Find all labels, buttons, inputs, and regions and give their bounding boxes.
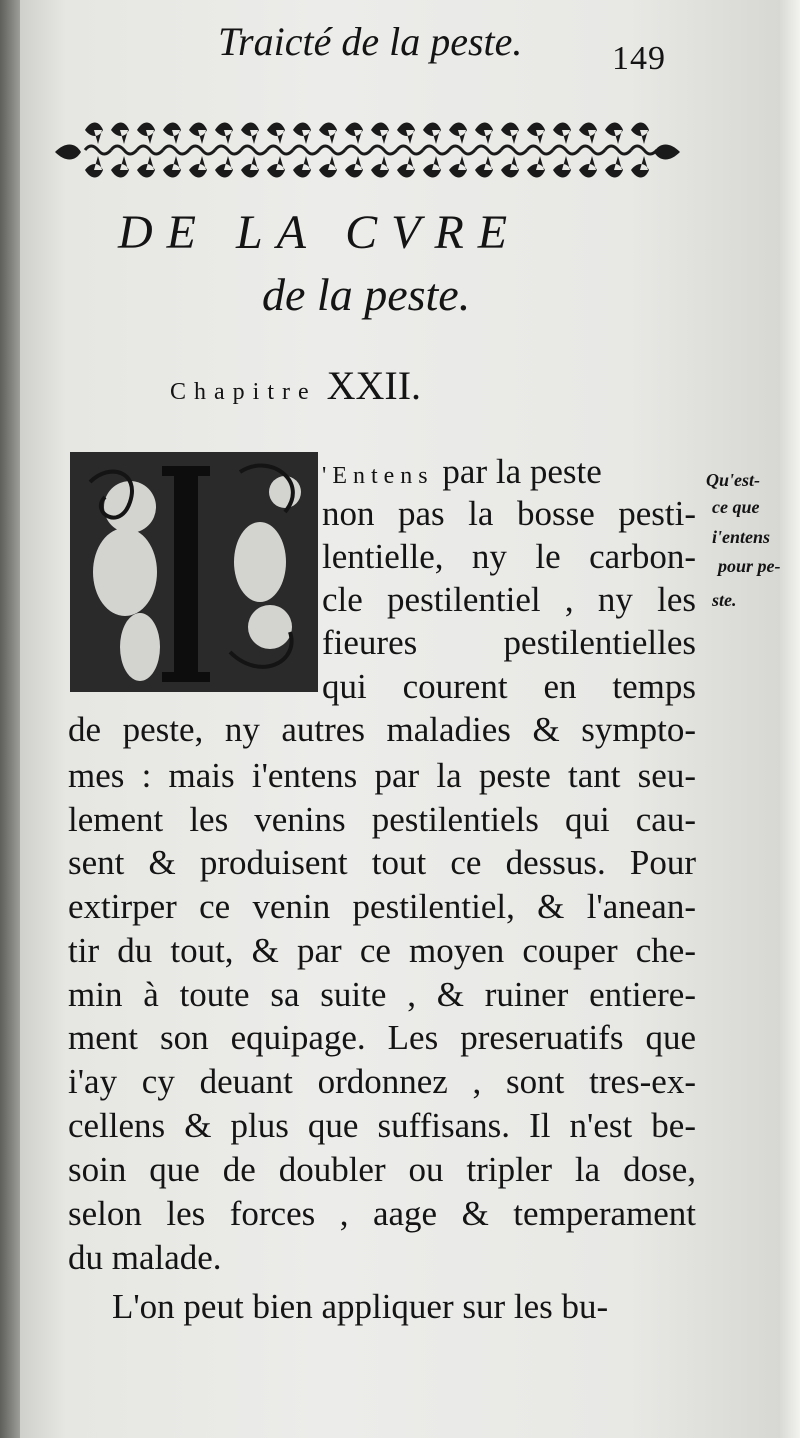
- body-line: min à toute sa suite , & ruiner entiere-: [68, 975, 696, 1014]
- body-line: lement les venins pestilentiels qui cau-: [68, 800, 696, 839]
- body-line: selon les forces , aage & temperament: [68, 1194, 696, 1233]
- body-line: L'on peut bien appliquer sur les bu-: [112, 1287, 609, 1326]
- chapter-heading: [170, 362, 421, 409]
- opening-small-caps: 'Entens: [322, 463, 434, 489]
- chapter-word: Chapitre: [170, 379, 317, 405]
- body-line: cellens & plus que suffisans. Il n'est be-: [68, 1106, 696, 1145]
- chapter-title-line2: de la peste.: [262, 269, 471, 320]
- body-line: cle pestilentiel , ny les: [322, 580, 696, 619]
- running-title: Traicté de la peste.: [218, 19, 523, 64]
- body-line: soin que de doubler ou tripler la dose,: [68, 1150, 696, 1189]
- body-line: du malade.: [68, 1238, 222, 1277]
- marginal-note-line: ce que: [712, 497, 760, 517]
- body-line: fieures pestilentielles: [322, 623, 696, 662]
- body-line: ment son equipage. Les preseruatifs que: [68, 1018, 696, 1057]
- body-line: extirper ce venin pestilentiel, & l'anean-: [68, 887, 696, 926]
- page-edge: [780, 0, 800, 1438]
- marginal-note-line: pour pe-: [718, 556, 781, 576]
- decorated-initial: [70, 452, 318, 692]
- body-line: de peste, ny autres maladies & sympto-: [68, 710, 696, 749]
- marginal-note-line: Qu'est-: [706, 470, 760, 490]
- book-gutter: [0, 0, 20, 1438]
- chapter-numeral: XXII.: [326, 363, 422, 408]
- line-text: par la peste: [433, 452, 602, 491]
- body-line: i'ay cy deuant ordonnez , sont tres-ex-: [68, 1062, 696, 1101]
- body-line: qui courent en temps: [322, 667, 696, 706]
- page-number: 149: [612, 40, 666, 77]
- marginal-note-line: i'entens: [712, 527, 771, 547]
- body-line: tir du tout, & par ce moyen couper che-: [68, 931, 696, 970]
- body-line: [322, 452, 602, 492]
- chapter-title-line1: DE LA CVRE: [118, 206, 522, 259]
- marginal-note-line: ste.: [712, 590, 737, 610]
- headpiece-ornament: [55, 108, 680, 196]
- body-line: lentielle, ny le carbon-: [322, 537, 696, 576]
- drop-cap-letter: I: [186, 602, 187, 603]
- body-line: non pas la bosse pesti-: [322, 494, 696, 533]
- body-line: sent & produisent tout ce dessus. Pour: [68, 843, 696, 882]
- body-line: mes : mais i'entens par la peste tant seu-: [68, 756, 696, 795]
